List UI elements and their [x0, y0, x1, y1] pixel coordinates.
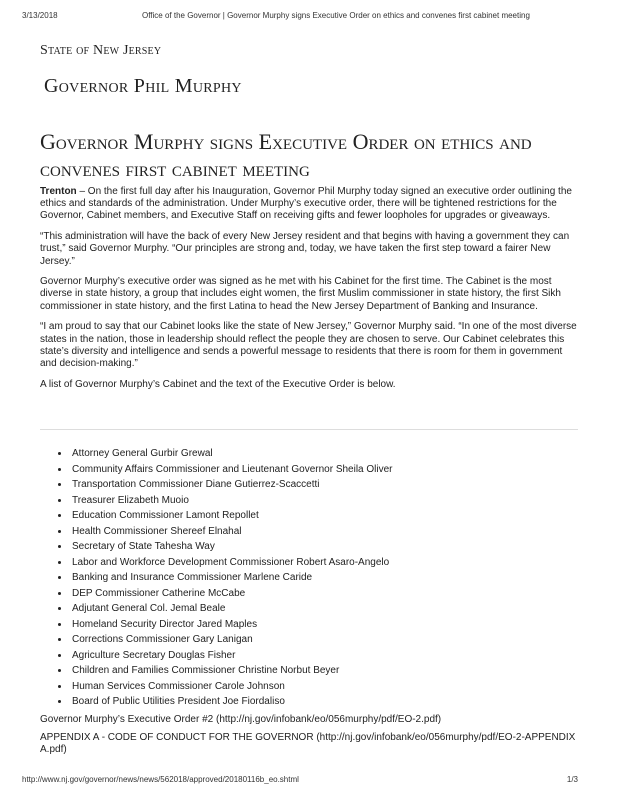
paragraph-4: “I am proud to say that our Cabinet looks like the state of New Jersey,” Governor Murphy said. “In one of the most diverse states in the nation, those in leadership should reflect the people they are chosen to serve. Our Cabinet celebrates this state’s diversity and intelligence and sends a powerful message to residents that there is room for them in government and decision-making.”: [40, 321, 577, 369]
list-item: • Transportation Commissioner Diane Gutierrez-Scaccetti: [70, 477, 393, 493]
cabinet-list: [58, 446, 393, 710]
dateline: Trenton: [40, 186, 77, 197]
list-item: • Labor and Workforce Development Commissioner Robert Asaro-Angelo: [70, 555, 393, 571]
list-item: • Board of Public Utilities President Joe Fiordaliso: [70, 694, 393, 710]
paragraph-1-text: – On the first full day after his Inauguration, Governor Phil Murphy today signed an executive order outlining the ethics and standards of the administration. Under Murphy’s executive order, there will be tightened restrictions for the Governor, Cabinet members, and Executive Staff on receiving gifts and fewer loopholes for upgrades or giveaways.: [40, 186, 572, 222]
print-header-date: 3/13/2018: [22, 11, 58, 20]
governor-site-title[interactable]: Governor Phil Murphy: [44, 75, 242, 97]
document-links: [40, 714, 580, 763]
list-item: • Corrections Commissioner Gary Lanigan: [70, 632, 393, 648]
list-item: • Agriculture Secretary Douglas Fisher: [70, 648, 393, 664]
list-item: • Health Commissioner Shereef Elnahal: [70, 524, 393, 540]
list-item: • Homeland Security Director Jared Maples: [70, 617, 393, 633]
list-item: • Human Services Commissioner Carole Johnson: [70, 679, 393, 695]
list-item: • Community Affairs Commissioner and Lieutenant Governor Sheila Oliver: [70, 462, 393, 478]
paragraph-3: Governor Murphy’s executive order was signed as he met with his Cabinet for the first time. The Cabinet is the most diverse in state history, a group that includes eight women, the first Muslim commissioner in state history, the first Sikh commissioner in state history, and the first Latina to head the New Jersey Department of Banking and Insurance.: [40, 276, 561, 312]
list-item: • Secretary of State Tahesha Way: [70, 539, 393, 555]
list-item: • Adjutant General Col. Jemal Beale: [70, 601, 393, 617]
list-item: • Attorney General Gurbir Grewal: [70, 446, 393, 462]
list-item: • DEP Commissioner Catherine McCabe: [70, 586, 393, 602]
list-item: • Education Commissioner Lamont Repollet: [70, 508, 393, 524]
list-item: • Treasurer Elizabeth Muoio: [70, 493, 393, 509]
list-item: • Children and Families Commissioner Christine Norbut Beyer: [70, 663, 393, 679]
executive-order-link[interactable]: Governor Murphy’s Executive Order #2 (http://nj.gov/infobank/eo/056murphy/pdf/EO-2.pdf): [40, 714, 442, 725]
paragraph-2: “This administration will have the back of every New Jersey resident and that begins with having a government they can trust,” said Governor Murphy. “Our principles are strong and, today, we have taken the first step toward a fairer New Jersey.”: [40, 231, 570, 267]
print-header-title: Office of the Governor | Governor Murphy signs Executive Order on ethics and convenes first cabinet meeting: [142, 11, 530, 20]
print-footer-url: http://www.nj.gov/governor/news/news/562018/approved/20180116b_eo.shtml: [22, 775, 299, 784]
print-footer-page-number: 1/3: [566, 775, 578, 784]
article-headline: Governor Murphy signs Executive Order on ethics and convenes first cabinet meeting: [40, 129, 532, 181]
appendix-link[interactable]: APPENDIX A - CODE OF CONDUCT FOR THE GOVERNOR (http://nj.gov/infobank/eo/056murphy/pdf/EO-2-APPENDIX A.pdf): [40, 732, 576, 756]
article-body: [40, 186, 580, 399]
paragraph-1: [40, 186, 580, 223]
section-divider: [40, 429, 578, 430]
state-name-link[interactable]: State of New Jersey: [40, 43, 162, 58]
list-item: • Banking and Insurance Commissioner Marlene Caride: [70, 570, 393, 586]
paragraph-5: A list of Governor Murphy’s Cabinet and the text of the Executive Order is below.: [40, 378, 396, 390]
